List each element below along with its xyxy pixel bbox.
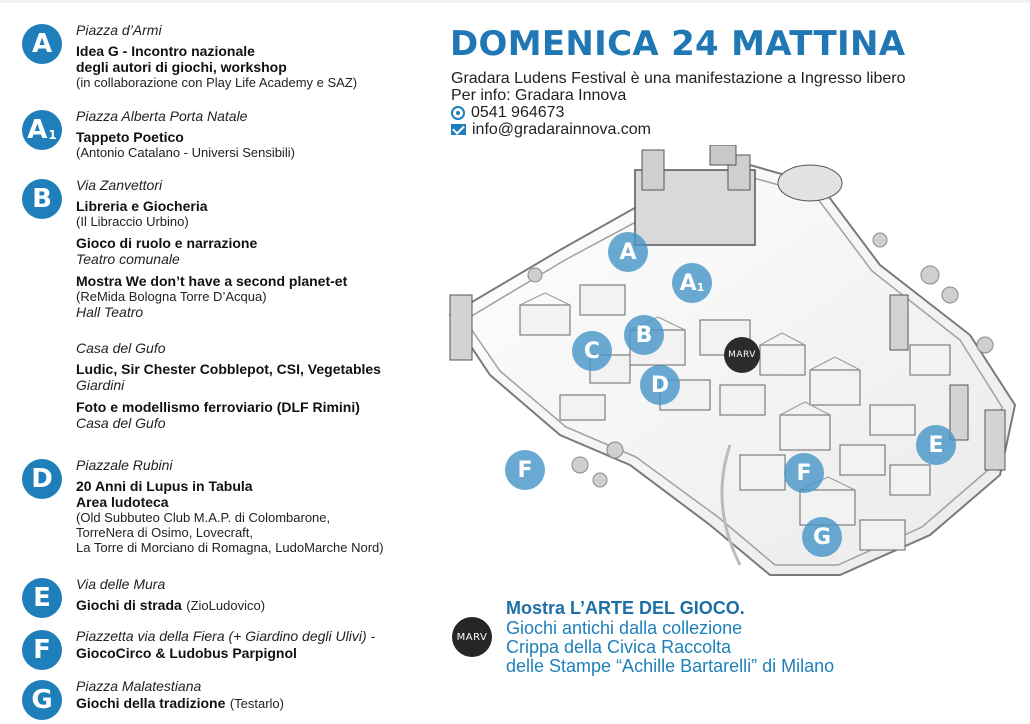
- badge-a1: A 1: [22, 110, 62, 150]
- map-pin-marv: MARV: [724, 337, 760, 373]
- event-note: (Il Libraccio Urbino): [76, 214, 189, 229]
- event-title: 20 Anni di Lupus in Tabula: [76, 478, 253, 494]
- info-line: Gradara Ludens Festival è una manifestazione a Ingresso libero: [451, 70, 906, 87]
- marv-logo: MARV: [452, 617, 492, 657]
- event-location: Hall Teatro: [76, 304, 144, 320]
- map-pin-f: F: [784, 453, 824, 493]
- map-pin-b: B: [624, 315, 664, 355]
- info-line: Per info: Gradara Innova: [451, 87, 627, 104]
- event-note: La Torre di Morciano di Romagna, LudoMarche Nord): [76, 540, 384, 555]
- badge-a: A: [22, 24, 62, 64]
- event-note: (ZioLudovico): [186, 598, 266, 613]
- event-title: GiocoCirco & Ludobus Parpignol: [76, 645, 297, 661]
- place-name: Piazza Malatestiana: [76, 678, 202, 694]
- program-list: [0, 0, 450, 724]
- event-title: Idea G - Incontro nazionale: [76, 43, 255, 59]
- place-name: Via delle Mura: [76, 576, 166, 592]
- place-name: Via Zanvettori: [76, 177, 163, 193]
- event-location: Casa del Gufo: [76, 415, 166, 431]
- map-pin-f-giardino: F: [505, 450, 545, 490]
- page-title: DOMENICA 24 MATTINA: [450, 24, 906, 64]
- badge-d: D: [22, 459, 62, 499]
- map-pin-c: C: [572, 331, 612, 371]
- event-note: (Testarlo): [229, 696, 284, 711]
- event-title: Giochi di strada: [76, 597, 182, 613]
- event-title: Gioco di ruolo e narrazione: [76, 235, 258, 251]
- mostra-line: delle Stampe “Achille Bartarelli” di Milano: [506, 656, 835, 676]
- place-name: Casa del Gufo: [76, 340, 166, 356]
- map-pin-e: E: [916, 425, 956, 465]
- map-pin-a1: A 1: [672, 263, 712, 303]
- event-location: Teatro comunale: [76, 251, 180, 267]
- event-title: Mostra We don’t have a second planet-et: [76, 273, 348, 289]
- email-address: info@gradarainnova.com: [472, 121, 652, 138]
- place-name: Piazza Alberta Porta Natale: [76, 108, 248, 124]
- event-note: (ReMida Bologna Torre D’Acqua): [76, 289, 267, 304]
- event-note: (Antonio Catalano - Universi Sensibili): [76, 145, 295, 160]
- event-note: TorreNera di Osimo, Lovecraft,: [76, 525, 254, 540]
- mail-icon: [451, 124, 466, 135]
- event-title: Foto e modellismo ferroviario (DLF Rimini): [76, 399, 360, 415]
- mostra-line: Crippa della Civica Raccolta: [506, 637, 732, 657]
- mostra-title: Mostra L’ARTE DEL GIOCO.: [506, 598, 745, 618]
- phone-icon: [451, 106, 465, 120]
- place-name: Piazzale Rubini: [76, 457, 173, 473]
- place-name: Piazza d’Armi: [76, 22, 162, 38]
- event-title: Area ludoteca: [76, 494, 169, 510]
- event-note: (in collaborazione con Play Life Academy e SAZ): [76, 75, 358, 90]
- town-map: [410, 145, 1030, 595]
- map-illustration: [410, 145, 1030, 595]
- event-note: (Old Subbuteo Club M.A.P. di Colombarone,: [76, 510, 331, 525]
- place-name: Piazzetta via della Fiera (+ Giardino degli Ulivi) -: [76, 628, 376, 644]
- event-title: Giochi della tradizione: [76, 695, 226, 711]
- event-title: degli autori di giochi, workshop: [76, 59, 287, 75]
- info-block: [451, 70, 905, 138]
- badge-b: B: [22, 179, 62, 219]
- map-pin-d: D: [640, 365, 680, 405]
- badge-e: E: [22, 578, 62, 618]
- badge-f: F: [22, 630, 62, 670]
- event-title: Ludic, Sir Chester Cobblepot, CSI, Vegetables: [76, 361, 381, 377]
- mostra-block: [506, 598, 1026, 676]
- map-pin-g: G: [802, 517, 842, 557]
- map-pin-a: A: [608, 232, 648, 272]
- badge-g: G: [22, 680, 62, 720]
- phone-number: 0541 964673: [471, 104, 565, 121]
- event-title: Libreria e Giocheria: [76, 198, 208, 214]
- event-title: Tappeto Poetico: [76, 129, 184, 145]
- mostra-line: Giochi antichi dalla collezione: [506, 618, 743, 638]
- event-location: Giardini: [76, 377, 125, 393]
